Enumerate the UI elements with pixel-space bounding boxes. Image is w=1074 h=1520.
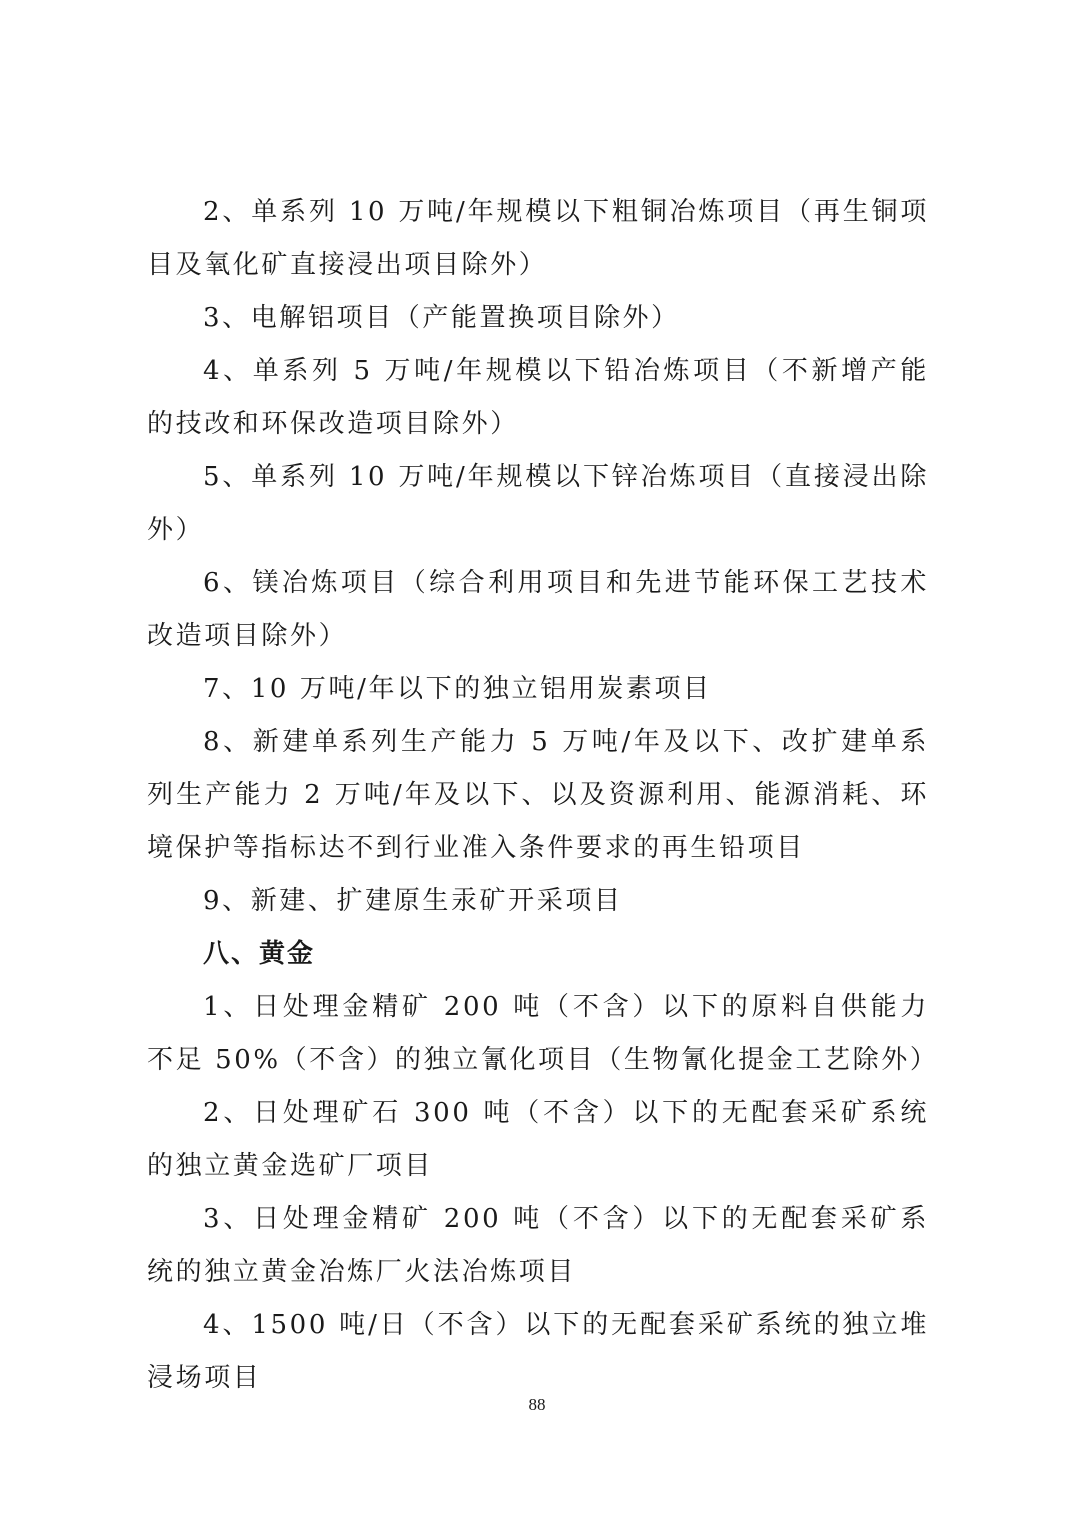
section-heading: 八、黄金 xyxy=(203,939,316,969)
paragraph-item-5: 5、单系列 10 万吨/年规模以下锌冶炼项目（直接浸出除外） xyxy=(147,462,929,545)
gold-paragraph-item-2: 2、日处理矿石 300 吨（不含）以下的无配套采矿系统的独立黄金选矿厂项目 xyxy=(147,1098,929,1181)
document-body xyxy=(147,186,939,1405)
paragraph-item-9: 9、新建、扩建原生汞矿开采项目 xyxy=(203,886,623,916)
paragraph-item-2: 2、单系列 10 万吨/年规模以下粗铜冶炼项目（再生铜项目及氧化矿直接浸出项目除外） xyxy=(147,197,929,280)
page-number: 88 xyxy=(528,1395,546,1414)
paragraph-item-7: 7、10 万吨/年以下的独立铝用炭素项目 xyxy=(203,674,712,704)
paragraph-item-4: 4、单系列 5 万吨/年规模以下铅冶炼项目（不新增产能的技改和环保改造项目除外） xyxy=(147,356,929,439)
paragraph-item-6: 6、镁冶炼项目（综合利用项目和先进节能环保工艺技术改造项目除外） xyxy=(147,568,929,651)
gold-paragraph-item-1: 1、日处理金精矿 200 吨（不含）以下的原料自供能力不足 50%（不含）的独立氰化项目（生物氰化提金工艺除外） xyxy=(147,992,939,1075)
paragraph-item-8: 8、新建单系列生产能力 5 万吨/年及以下、改扩建单系列生产能力 2 万吨/年及以下、以及资源利用、能源消耗、环境保护等指标达不到行业准入条件要求的再生铅项目 xyxy=(147,727,929,863)
paragraph-item-3: 3、电解铝项目（产能置换项目除外） xyxy=(203,303,680,333)
gold-paragraph-item-3: 3、日处理金精矿 200 吨（不含）以下的无配套采矿系统的独立黄金冶炼厂火法冶炼项目 xyxy=(147,1204,929,1287)
gold-paragraph-item-4: 4、1500 吨/日（不含）以下的无配套采矿系统的独立堆浸场项目 xyxy=(147,1310,929,1393)
